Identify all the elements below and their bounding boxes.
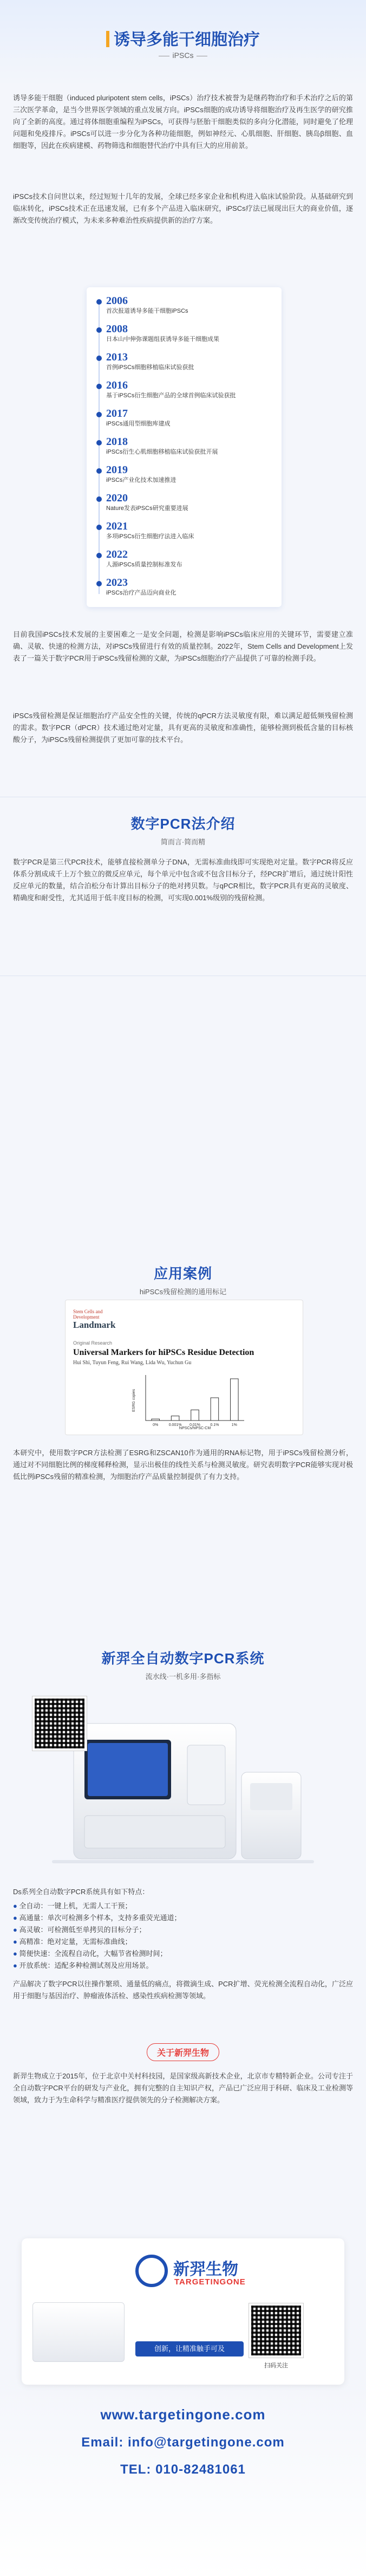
timeline-dot	[96, 468, 102, 474]
bullet-icon: ●	[13, 1926, 19, 1934]
timeline-year: 2019	[106, 464, 128, 476]
phone-number: TEL: 010-82481061	[120, 2462, 246, 2477]
company-name: 新羿生物	[173, 2261, 238, 2278]
timeline-item	[106, 492, 269, 513]
slogan-banner: 创新，让精准触手可及	[135, 2341, 244, 2357]
timeline-dot	[96, 440, 102, 446]
paper-card	[65, 1300, 303, 1435]
application-subtitle	[13, 1286, 353, 1296]
about-header	[0, 2043, 366, 2061]
timeline-year: 2022	[106, 548, 128, 560]
method-subtitle	[13, 836, 353, 847]
importance-paragraph-2: iPSCs残留检测是保证细胞治疗产品安全性的关键，传统的qPCR方法灵敏度有限，难以满足超低频残留检测的需求。数字PCR（dPCR）技术通过绝对定量，具有更高的灵敏度和准确性，能够检测到极低含量的目标核酸分子，为iPSCs残留检测提供了更加可靠的技术平台。	[13, 712, 353, 744]
bullet-icon: ●	[13, 1902, 19, 1910]
feature-item	[13, 1912, 353, 1924]
chart-bar	[231, 1379, 239, 1421]
timeline-dot	[96, 496, 102, 502]
chart-xlabel: hiPSCs/hiPSC-CM	[179, 1426, 211, 1430]
journal-name: Stem Cells and Development	[73, 1309, 103, 1320]
timeline-item	[106, 379, 269, 400]
timeline-year: 2017	[106, 408, 128, 419]
timeline-dot	[96, 356, 102, 361]
chart-bar	[211, 1398, 219, 1421]
system-subtitle	[13, 1671, 353, 1681]
journal-mark: Landmark	[73, 1320, 116, 1330]
method-subtitle-text: 简而言·简而精	[160, 838, 206, 846]
timeline-item	[106, 323, 269, 344]
feature-text: 简便快速：全流程自动化，大幅节省检测时间；	[19, 1949, 167, 1958]
timeline-year: 2006	[106, 295, 128, 307]
timeline-text: iPSCs产业化技术加速推进	[106, 477, 177, 483]
company-name-en: TARGETINGONE	[174, 2277, 246, 2287]
timeline-card	[87, 287, 282, 607]
chart-tick-label: 0.1%	[210, 1423, 219, 1427]
paper-type: Original Research	[73, 1340, 113, 1346]
product-thumbnail	[32, 2302, 125, 2362]
timeline-text: 日本山中伸弥课题组获诱导多能干细胞成果	[106, 336, 219, 343]
hero-header	[0, 0, 366, 87]
feature-item	[13, 1960, 353, 1972]
method-title: 数字PCR法介绍	[130, 816, 236, 832]
company-logo	[135, 2255, 168, 2287]
feature-item	[13, 1948, 353, 1960]
bullet-icon: ●	[13, 1961, 19, 1970]
system-subtitle-text: 流水线·一机多用·多指标	[145, 1673, 221, 1681]
website-link[interactable]: www.targetingone.com	[100, 2406, 266, 2423]
feature-item	[13, 1924, 353, 1936]
timeline-text: iPSCs治疗产品迈向商业化	[106, 590, 177, 596]
timeline-dot	[96, 525, 102, 530]
timeline-year: 2021	[106, 520, 128, 532]
title-accent-bar	[106, 31, 109, 47]
application-title: 应用案例	[153, 1266, 212, 1282]
feature-text: 高精准：绝对定量，无需标准曲线；	[19, 1938, 132, 1946]
page-subtitle-text: iPSCs	[172, 51, 194, 60]
timeline-dot	[96, 384, 102, 389]
chart-tick-label: 1%	[231, 1423, 237, 1427]
timeline-item	[106, 577, 269, 597]
timeline-dot	[96, 299, 102, 305]
timeline-year: 2018	[106, 436, 128, 448]
feature-text: 开放系统：适配多种检测试剂及应用场景。	[19, 1961, 153, 1970]
timeline-dot	[96, 412, 102, 417]
chart-tick-label: 0.01%	[189, 1423, 200, 1427]
feature-list	[13, 1900, 353, 1972]
qr-code-hidden	[32, 1696, 87, 1751]
chart-bar	[171, 1416, 179, 1421]
paper-title: Universal Markers for hiPSCs Residue Detection	[73, 1348, 254, 1357]
system-intro: Ds系列全自动数字PCR系统具有如下特点：	[13, 1888, 149, 1896]
page-title-text: 诱导多能干细胞治疗	[114, 31, 260, 49]
timeline-item	[106, 548, 269, 569]
timeline-text: iPSCs通用型细胞库建成	[106, 421, 171, 427]
chart-ylabel: ESRG copies	[132, 1389, 136, 1412]
application-section	[13, 1263, 353, 1296]
timeline-dot	[96, 553, 102, 558]
feature-text: 高灵敏：可检测低至单拷贝的目标分子；	[19, 1926, 146, 1934]
about-title-text: 关于新羿生物	[156, 2049, 209, 2058]
paper-chart	[130, 1371, 250, 1430]
timeline-text: 基于iPSCs衍生细胞产品的全球首例临床试验获批	[106, 392, 236, 399]
system-title: 新羿全自动数字PCR系统	[101, 1650, 265, 1667]
intro-paragraph-2: iPSCs技术自问世以来，经过短短十几年的发展，全球已经多家企业和机构进入临床试验阶段。从基础研究到临床转化，iPSCs技术正在迅速发展，已有多个产品进入临床研究，iPSCs疗法已展现出巨大的商业价值，逐渐改变传统治疗模式，为未来多种难治性疾病提供新的治疗方案。	[13, 192, 353, 224]
email-link[interactable]: Email: info@targetingone.com	[81, 2435, 285, 2450]
timeline-text: iPSCs衍生心肌细胞移植临床试验获批开展	[106, 449, 218, 455]
dpcr-instrument-image	[52, 1707, 314, 1875]
timeline-item	[106, 436, 269, 456]
chart-tick-label: 0.001%	[168, 1423, 182, 1427]
timeline-item	[106, 520, 269, 541]
timeline-year: 2016	[106, 379, 128, 391]
timeline-item	[106, 351, 269, 372]
feature-text: 全自动：一键上机，无需人工干预；	[19, 1902, 132, 1910]
method-section	[13, 813, 353, 847]
timeline-text: 人源iPSCs质量控制标准发布	[106, 561, 182, 568]
qr-caption-1: 扫码关注	[264, 2362, 288, 2369]
feature-item	[13, 1900, 353, 1912]
bullet-icon: ●	[13, 1949, 19, 1958]
timeline-text: Nature发表iPSCs研究重要进展	[106, 505, 188, 512]
timeline-item	[106, 408, 269, 428]
timeline-text: 首次报道诱导多能干细胞iPSCs	[106, 308, 188, 314]
system-paragraph: 产品解决了数字PCR以往操作繁琐、通量低的痛点，将微滴生成、PCR扩增、荧光检测全流程自动化，广泛应用于细胞与基因治疗、肿瘤液体活检、感染性疾病检测等领域。	[13, 1980, 353, 2000]
chart-bar	[152, 1419, 160, 1421]
timeline-dot	[96, 327, 102, 333]
paper-authors: Hui Shi, Tuyun Feng, Rui Wang, Lida Wu, Yuchun Gu	[73, 1360, 192, 1366]
method-paragraph: 数字PCR是第三代PCR技术，能够直接检测单分子DNA，无需标准曲线即可实现绝对定量。数字PCR将反应体系分割成成千上万个独立的微反应单元，每个单元中包含或不包含目标分子，经PCR扩增后，通过统计阳性反应单元的数量，结合泊松分布计算出目标分子的绝对拷贝数。与qPCR相比，数字PCR具有更高的灵敏度、精确度和耐受性，尤其适用于低丰度目标的检测，可实现0.001%级别的残留检测。	[13, 858, 353, 902]
timeline-year: 2023	[106, 577, 128, 589]
qr-code-1[interactable]	[249, 2303, 303, 2358]
timeline-text: 首例iPSCs细胞移植临床试验获批	[106, 364, 194, 371]
page-subtitle	[0, 51, 366, 60]
system-section	[13, 1648, 353, 1681]
timeline-text: 多项iPSCs衍生细胞疗法进入临床	[106, 533, 194, 540]
contact-section	[0, 2406, 366, 2489]
importance-paragraph-1: 目前我国iPSCs技术发展的主要困难之一是安全问题，检测是影响iPSCs临床应用的关键环节，需要建立准确、灵敏、快速的检测方法，对iPSCs残留进行有效的质量控制。2022年，Stem Cells and Development上发表了一篇关于数字PCR用于iPSCs残留检测的文献，为iPSCs细胞治疗产品提供了可靠的检测手段。	[13, 630, 353, 662]
timeline-year: 2008	[106, 323, 128, 335]
about-title	[147, 2043, 219, 2061]
journal-logo	[73, 1309, 122, 1333]
bullet-icon: ●	[13, 1938, 19, 1946]
application-paragraph: 本研究中，使用数字PCR方法检测了ESRG和ZSCAN10作为通用的RNA标记物，用于iPSCs残留检测分析，通过对不同细胞比例的梯度稀释检测，显示出极佳的线性关系与检测灵敏度。研究表明数字PCR能够实现对极低比例iPSCs残留的精准检测，为细胞治疗产品质量控制提供了有力支持。	[13, 1449, 353, 1481]
chart-bar	[191, 1410, 199, 1421]
timeline-year: 2020	[106, 492, 128, 504]
about-paragraph: 新羿生物成立于2015年，位于北京中关村科技园，是国家级高新技术企业，北京市专精特新企业。公司专注于全自动数字PCR平台的研发与产业化，拥有完整的自主知识产权，产品已广泛应用于科研、临床及工业检测等领域，致力于为生命科学与精准医疗提供领先的分子检测解决方案。	[13, 2072, 353, 2104]
bullet-icon: ●	[13, 1914, 19, 1922]
timeline-item	[106, 295, 269, 315]
application-subtitle-text: hiPSCs残留检测的通用标记	[139, 1288, 227, 1296]
timeline-line	[99, 301, 100, 594]
page-title	[0, 26, 366, 50]
feature-text: 高通量：单次可检测多个样本，支持多重荧光通道；	[19, 1914, 181, 1922]
chart-tick-label: 0%	[153, 1423, 159, 1427]
timeline-item	[106, 464, 269, 485]
timeline-year: 2013	[106, 351, 128, 363]
timeline-dot	[96, 581, 102, 586]
intro-paragraph-1: 诱导多能干细胞（induced pluripotent stem cells，iPSCs）治疗技术被誉为是继药物治疗和手术治疗之后的第三次医学革命，是当今世界医学领域的重点发展方向。iPSCs细胞的成功诱导将细胞治疗及再生医学的研究推向了全新的高度。通过将体细胞重编程为iPSCs，可获得与胚胎干细胞类似的多向分化潜能，同时避免了伦理问题和免疫排斥。iPSCs可以进一步分化为各种功能细胞，例如神经元、心肌细胞、肝细胞、胰岛β细胞、血细胞等，因此在疾病建模、药物筛选和细胞替代治疗中具有巨大的应用前景。	[13, 94, 353, 150]
promo-card	[22, 2238, 344, 2385]
feature-item	[13, 1936, 353, 1948]
